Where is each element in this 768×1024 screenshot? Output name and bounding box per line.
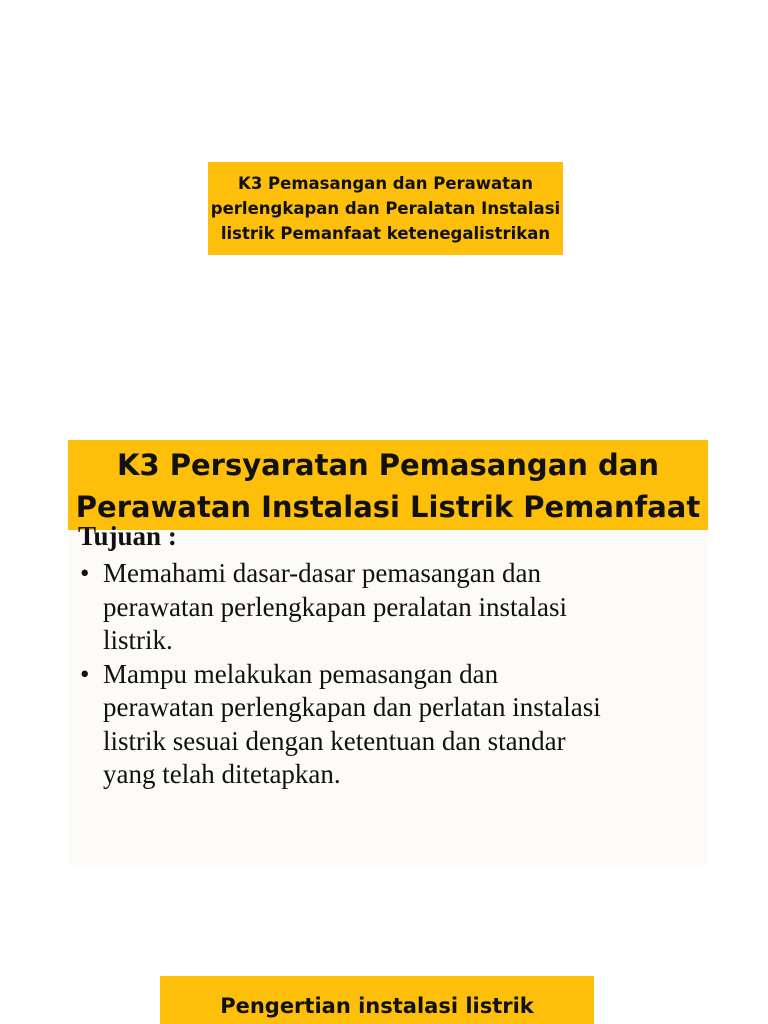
objectives-heading: Tujuan : <box>78 521 177 551</box>
objective-item <box>78 557 698 658</box>
objective-line: perawatan perlengkapan dan perlatan instalasi <box>103 692 601 722</box>
objective-line: perawatan perlengkapan peralatan instalasi <box>103 591 568 622</box>
slide-2-title-line: K3 Persyaratan Pemasangan dan <box>117 448 659 482</box>
slide-3-title: Pengertian instalasi listrik <box>220 994 534 1018</box>
slide-1-title-line: perlengkapan dan Peralatan Instalasi <box>210 199 561 218</box>
slide-2-title-box <box>68 440 708 530</box>
objective-line: listrik sesuai dengan ketentuan dan standar <box>103 725 566 756</box>
objectives-list <box>78 557 698 792</box>
slide-1-title-line: K3 Pemasangan dan Perawatan <box>238 174 533 193</box>
slide-1-title-line: listrik Pemanfaat ketenegalistrikan <box>220 224 551 243</box>
objective-line: Mampu melakukan pemasangan dan <box>103 658 499 689</box>
objective-line: listrik. <box>103 625 173 655</box>
objective-line: Memahami dasar-dasar pemasangan dan <box>103 558 542 588</box>
slide-2-title-line: Perawatan Instalasi Listrik Pemanfaat <box>75 490 701 524</box>
bullet-icon: • <box>80 658 90 689</box>
objective-item <box>78 658 698 792</box>
bullet-icon: • <box>80 558 90 588</box>
objective-line: yang telah ditetapkan. <box>103 759 341 789</box>
slide-3-title-box <box>160 976 594 1024</box>
slide-1-title-box <box>208 162 563 255</box>
